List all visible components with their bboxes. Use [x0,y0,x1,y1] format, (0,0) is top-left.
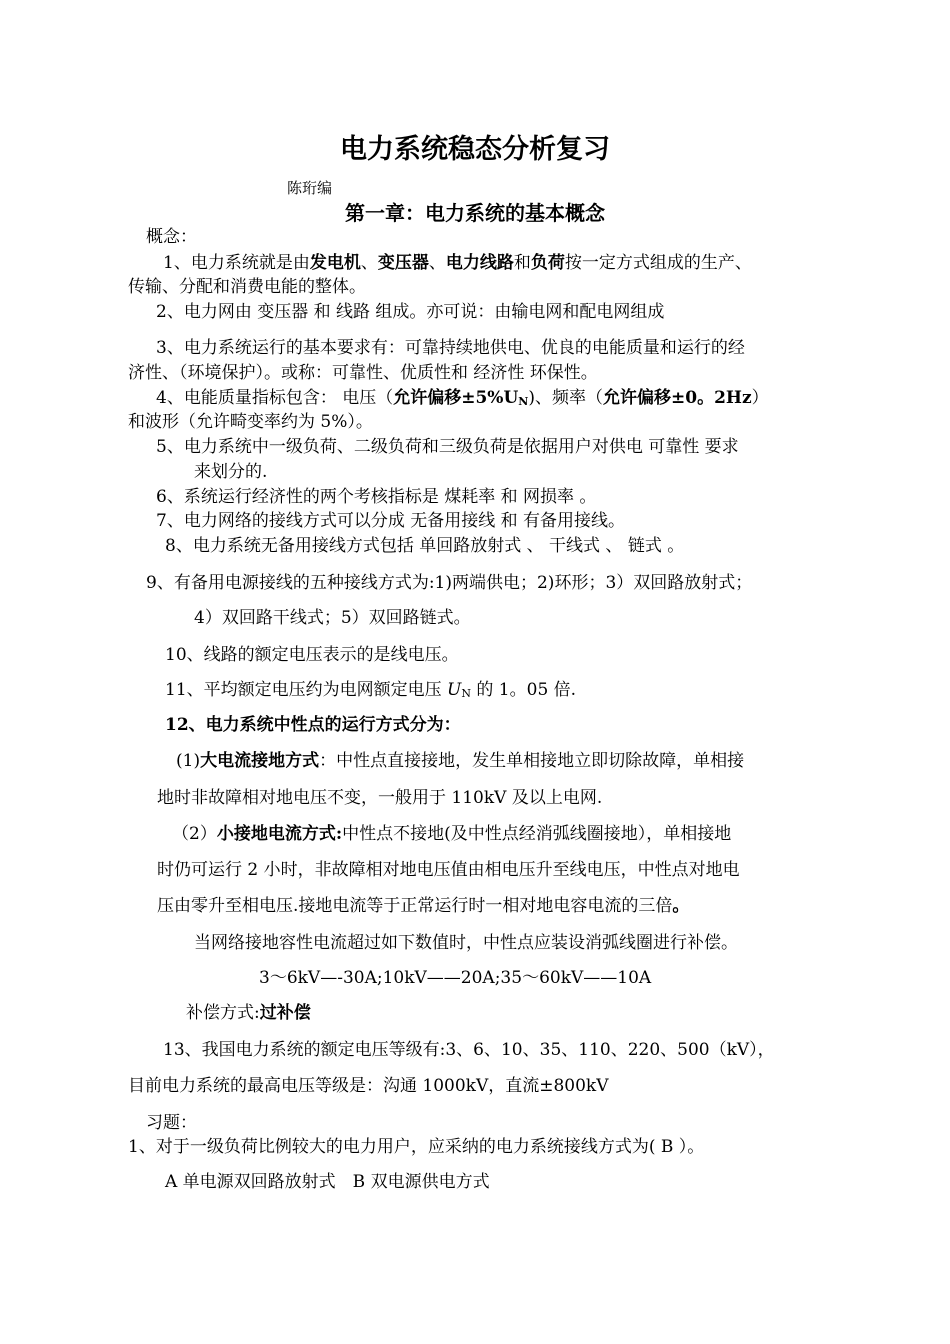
question-1-options: A 单电源双回路放射式 B 双电源供电方式 [165,1172,490,1192]
concept-4-line2: 和波形（允许畸变率约为 5%）。 [128,412,373,432]
exercises-heading: 习题： [146,1113,197,1133]
concept-11: 11、平均额定电压约为电网额定电压 UN 的 1。05 倍. [165,680,577,700]
question-1: 1、对于一级负荷比例较大的电力用户，应采纳的电力系统接线方式为( B ）。 [128,1137,705,1157]
concept-3-line1: 3、电力系统运行的基本要求有：可靠持续地供电、优良的电能质量和运行的经 [156,338,745,358]
concept-5-line1: 5、电力系统中一级负荷、二级负荷和三级负荷是依据用户对供电 可靠性 要求 [156,437,739,457]
concept-9-line1: 9、有备用电源接线的五种接线方式为:1)两端供电；2)环形；3）双回路放射式； [146,573,753,593]
chapter-heading: 第一章：电力系统的基本概念 [345,201,605,225]
concept-12-1-line1: (1)大电流接地方式：中性点直接接地，发生单相接地立即切除故障，单相接 [176,751,745,771]
concept-5-line2: 来划分的. [194,462,268,482]
concept-10: 10、线路的额定电压表示的是线电压。 [165,645,459,665]
concept-7: 7、电力网络的接线方式可以分成 无备用接线 和 有备用接线。 [156,511,626,531]
concept-12-1-line2: 地时非故障相对地电压不变，一般用于 110kV 及以上电网. [157,788,603,808]
concept-1-line2: 传输、分配和消费电能的整体。 [128,277,366,297]
concepts-heading: 概念： [146,227,197,247]
concept-12-note: 当网络接地容性电流超过如下数值时，中性点应装设消弧线圈进行补偿。 [194,933,738,953]
author: 陈珩编 [287,179,333,197]
concept-12-2-line1: （2）小接地电流方式:中性点不接地(及中性点经消弧线圈接地），单相接地 [172,824,732,844]
concept-2: 2、电力网由 变压器 和 线路 组成。亦可说：由输电网和配电网组成 [156,302,665,322]
concept-1-line1: 1、电力系统就是由发电机、变压器、电力线路和负荷按一定方式组成的生产、 [163,253,752,273]
concept-12: 12、电力系统中性点的运行方式分为： [165,715,461,735]
concept-12-values: 3～6kV—-30A;10kV——20A;35～60kV——10A [259,968,652,988]
doc-title: 电力系统稳态分析复习 [340,134,610,165]
concept-12-2-line2: 时仍可运行 2 小时，非故障相对地电压值由相电压升至线电压，中性点对地电 [157,860,740,880]
concept-6: 6、系统运行经济性的两个考核指标是 煤耗率 和 网损率 。 [156,487,597,507]
concept-12-2-line3: 压由零升至相电压.接地电流等于正常运行时一相对地电容电流的三倍。 [157,896,690,916]
concept-4-line1: 4、电能质量指标包含： 电压（允许偏移±5%UN)、频率（允许偏移±0。2Hz） [156,388,769,408]
concept-13-line1: 13、我国电力系统的额定电压等级有:3、6、10、35、110、220、500（kV）， [163,1040,775,1060]
concept-13-line2: 目前电力系统的最高电压等级是：沟通 1000kV，直流±800kV [128,1076,609,1096]
concept-9-line2: 4）双回路干线式；5）双回路链式。 [194,608,471,628]
concept-8: 8、电力系统无备用接线方式包括 单回路放射式 、 干线式 、 链式 。 [165,536,685,556]
concept-3-line2: 济性、（环境保护）。或称：可靠性、优质性和 经济性 环保性。 [128,363,598,383]
concept-12-compensation: 补偿方式:过补偿 [186,1003,311,1023]
